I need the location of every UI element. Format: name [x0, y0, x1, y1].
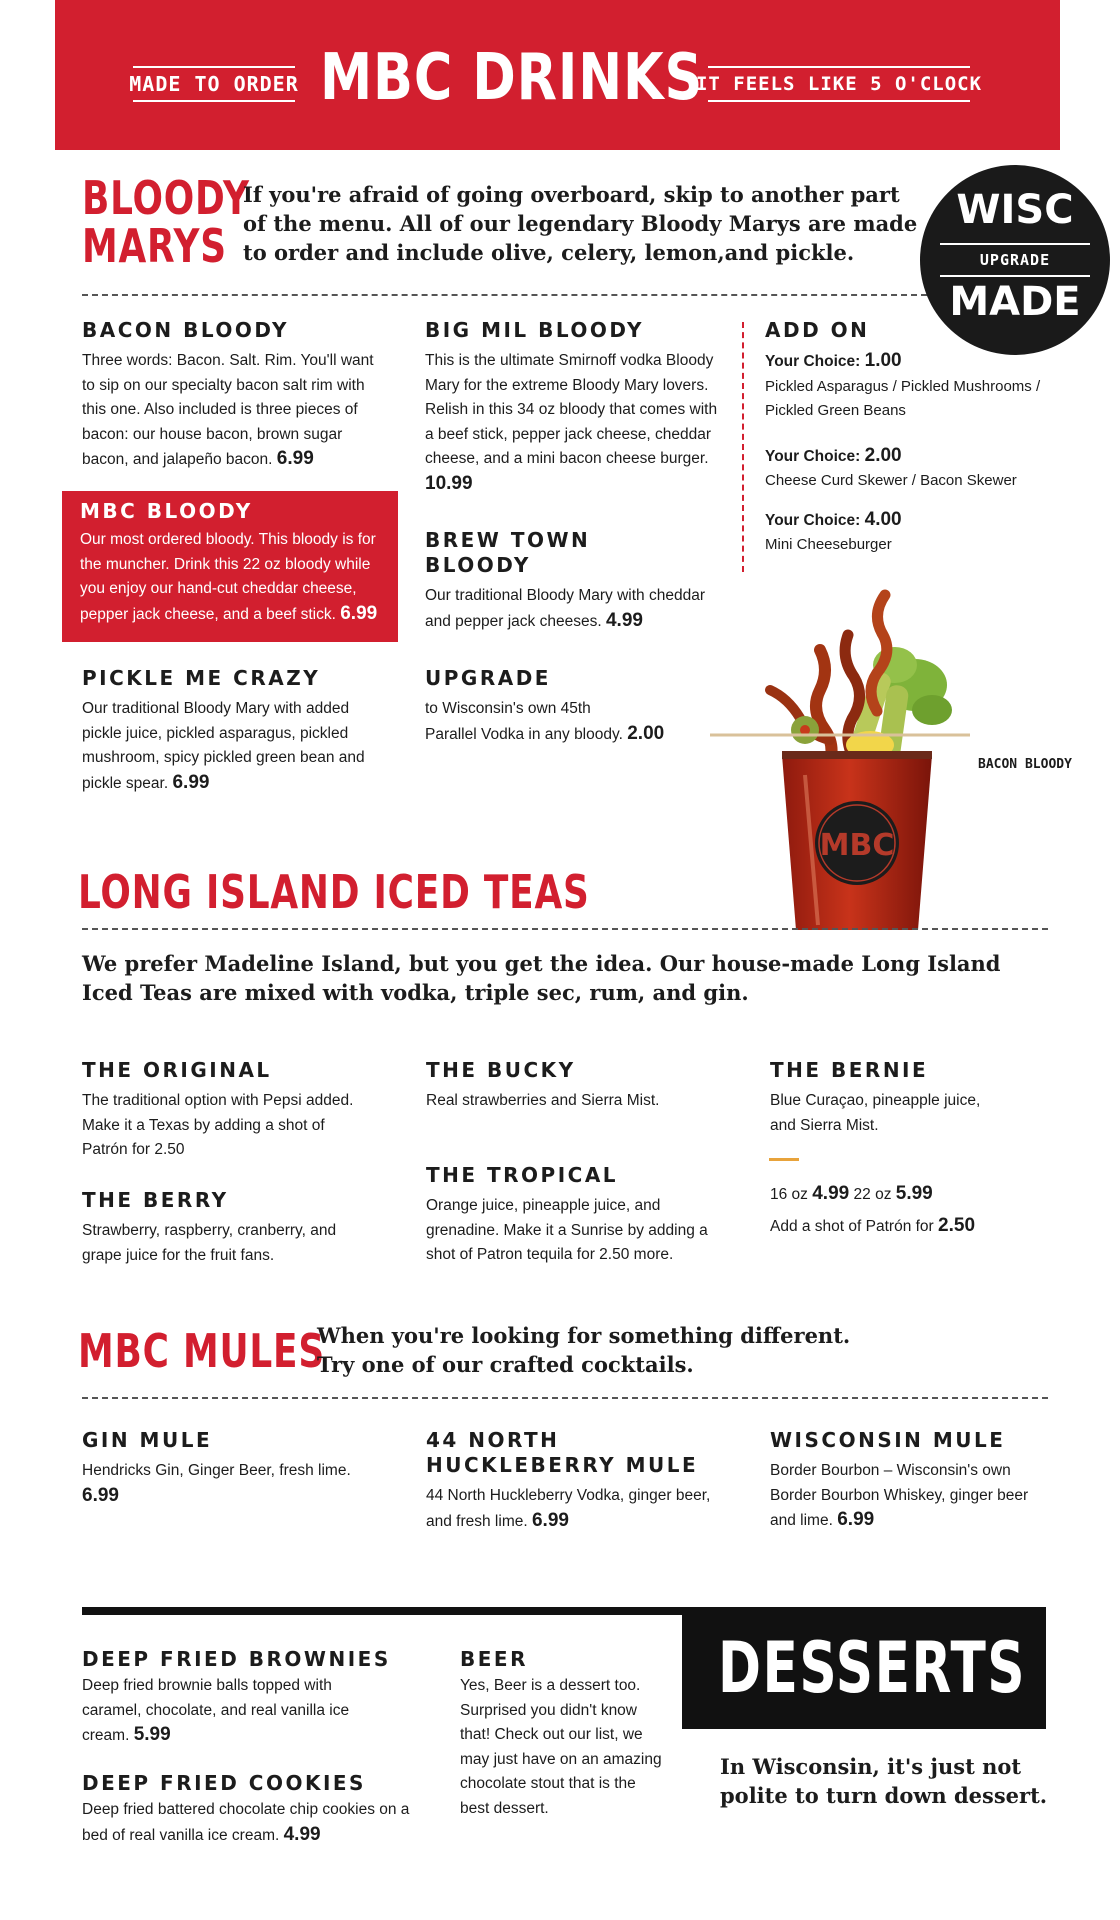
desserts-tagline: In Wisconsin, it's just not polite to turn down dessert.: [720, 1754, 1048, 1808]
menu-item-pickle-me-crazy: PICKLE ME CRAZY Our traditional Bloody Mary with added pickle juice, pickled asparagus, pickled mushroom, spicy pickled green bean and pickle spear. 6.99: [82, 666, 365, 793]
menu-item-upgrade: UPGRADE to Wisconsin's own 45th Parallel Vodka in any bloody. 2.00: [425, 666, 665, 744]
header-right-tag: IT FEELS LIKE 5 O'CLOCK: [708, 66, 970, 102]
section-title-desserts: DESSERTS: [718, 1627, 1027, 1709]
divider: [82, 928, 1048, 930]
menu-item-brew-town-bloody: BREW TOWN BLOODY Our traditional Bloody Mary with cheddar and pepper jack cheeses. 4.99: [425, 528, 705, 631]
menu-item-deep-fried-brownies: DEEP FRIED BROWNIES Deep fried brownie balls topped with caramel, chocolate, and real vanilla ice cream. 5.99: [82, 1647, 391, 1745]
menu-item-the-tropical: THE TROPICAL Orange juice, pineapple juice, and grenadine. Make it a Sunrise by adding a shot of Patron tequila for 2.50 more.: [426, 1163, 708, 1263]
menu-item-beer: BEER Yes, Beer is a dessert too. Surprised you didn't know that! Check out our list, we may just have on an amazing chocolate stout that is the best dessert.: [460, 1647, 662, 1817]
wisc-made-badge: WISC UPGRADE MADE: [920, 165, 1110, 355]
glass-logo-text: MBC: [819, 828, 895, 863]
menu-item-deep-fried-cookies: DEEP FRIED COOKIES Deep fried battered chocolate chip cookies on a bed of real vanilla ice cream. 4.99: [82, 1771, 410, 1845]
menu-item-the-bernie: THE BERNIE Blue Curaçao, pineapple juice, and Sierra Mist.: [770, 1058, 981, 1134]
desserts-rule: [82, 1607, 682, 1615]
add-on-choice: Your Choice: 2.00 Cheese Curd Skewer / Bacon Skewer: [765, 444, 1017, 489]
menu-item-the-original: THE ORIGINAL The traditional option with Pepsi added. Make it a Texas by adding a shot of Patrón for 2.50: [82, 1058, 354, 1158]
mules-intro: When you're looking for something different. Try one of our crafted cocktails.: [317, 1323, 851, 1377]
section-title-long-island: LONG ISLAND ICED TEAS: [78, 865, 590, 919]
section-title-bloody-marys: BLOODY MARYS: [82, 171, 250, 273]
bloody-marys-intro: If you're afraid of going overboard, skip to another part of the menu. All of our legendary Bloody Marys are made to order and include olive, celery, lemon,and pickle.: [243, 182, 918, 265]
menu-item-mbc-bloody: MBC BLOODY Our most ordered bloody. This bloody is for the muncher. Drink this 22 oz bloody while you enjoy our hand-cut cheddar cheese, pepper jack cheese, and a beef stick. 6.99: [62, 491, 398, 642]
menu-item-wisconsin-mule: WISCONSIN MULE Border Bourbon – Wisconsin's own Border Bourbon Whiskey, ginger beer and lime. 6.99: [770, 1428, 1029, 1530]
section-title-mules: MBC MULES: [78, 1324, 325, 1378]
add-on-divider: [742, 322, 744, 572]
add-on-choice: Your Choice: 1.00 Pickled Asparagus / Pickled Mushrooms / Pickled Green Beans: [765, 350, 1041, 419]
long-island-pricing: 16 oz 4.99 22 oz 5.99 Add a shot of Patrón for 2.50: [770, 1183, 976, 1236]
bacon-bloody-photo: [710, 575, 970, 930]
divider: [82, 294, 927, 296]
menu-item-huckleberry-mule: 44 NORTH HUCKLEBERRY MULE 44 North Huckleberry Vodka, ginger beer, and fresh lime. 6.99: [426, 1428, 711, 1531]
long-island-intro: We prefer Madeline Island, but you get the idea. Our house-made Long Island Iced Teas are mixed with vodka, triple sec, rum, and gin.: [82, 951, 1001, 1005]
menu-item-the-berry: THE BERRY Strawberry, raspberry, cranberry, and grape juice for the fruit fans.: [82, 1188, 337, 1264]
header-left-tag: MADE TO ORDER: [133, 66, 295, 102]
add-on-choice: Your Choice: 4.00 Mini Cheeseburger: [765, 508, 902, 553]
divider: [82, 1397, 1048, 1399]
menu-item-bacon-bloody: BACON BLOODY Three words: Bacon. Salt. Rim. You'll want to sip on our specialty bacon salt rim with this one. Also included is three pieces of bacon: our house bacon, brown sugar bacon, and jalapeño bacon. 6.99: [82, 318, 374, 469]
menu-item-gin-mule: GIN MULE Hendricks Gin, Ginger Beer, fresh lime. 6.99: [82, 1428, 351, 1506]
menu-item-the-bucky: THE BUCKY Real strawberries and Sierra Mist.: [426, 1058, 660, 1109]
menu-item-big-mil-bloody: BIG MIL BLOODY This is the ultimate Smirnoff vodka Bloody Mary for the extreme Bloody Mary lovers. Relish in this 34 oz bloody that comes with a beef stick, pepper jack cheese, cheddar cheese, and a mini bacon cheese burger. 10.99: [425, 318, 718, 494]
page-title: MBC DRINKS: [320, 41, 704, 115]
photo-caption: BACON BLOODY: [978, 757, 1072, 772]
accent-dash: [769, 1158, 799, 1161]
add-on-panel: ADD ON Your Choice: 1.00 Pickled Asparagus / Pickled Mushrooms / Pickled Green Beans Your Choice: 2.00 Cheese Curd Skewer / Bacon Skewer Your Choice: 4.00 Mini Cheeseburger: [765, 318, 1065, 558]
